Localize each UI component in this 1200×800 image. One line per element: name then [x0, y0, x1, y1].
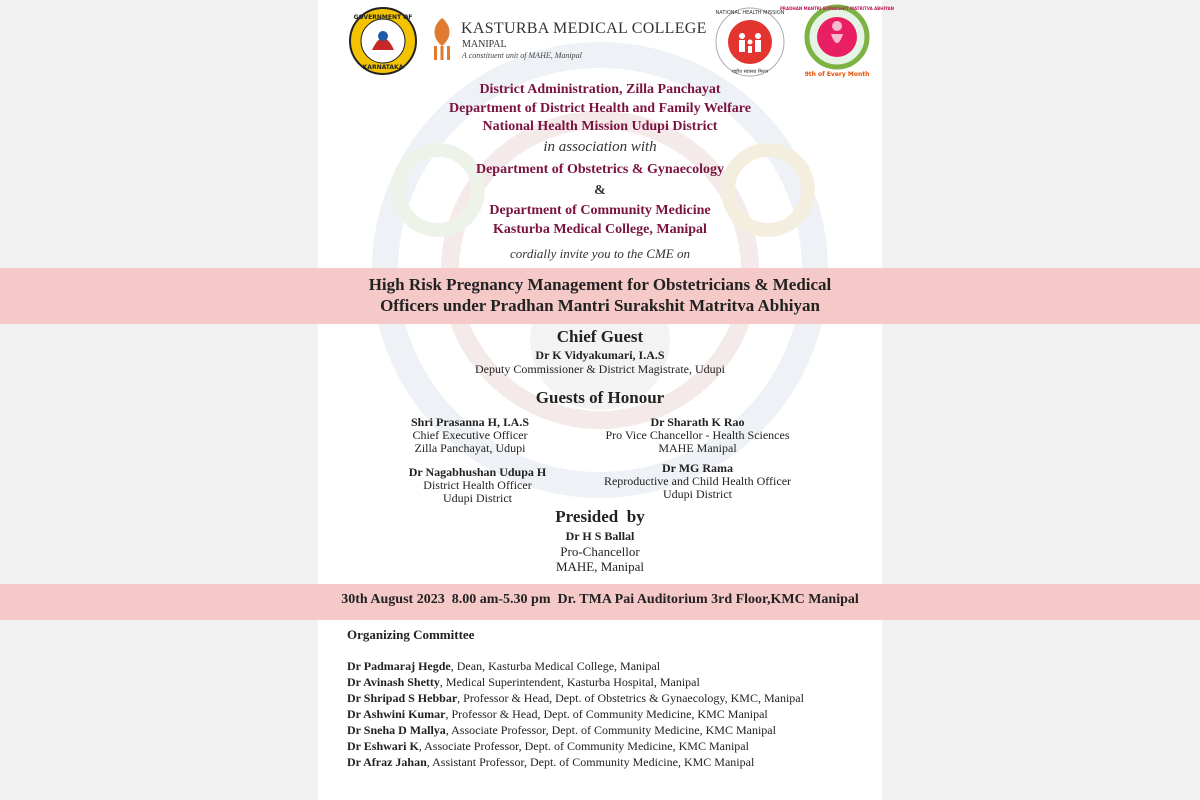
member-name: Dr Avinash Shetty [347, 675, 440, 689]
guests-of-honour-heading: Guests of Honour [535, 388, 665, 407]
committee-member [347, 690, 804, 706]
pmsma-logo [779, 4, 895, 80]
chief-guest-name: Dr K Vidyakumari, I.A.S [535, 348, 665, 362]
guest-card [590, 462, 805, 501]
presided-org: MAHE, Manipal [555, 559, 645, 574]
chief-guest-heading: Chief Guest [556, 327, 644, 346]
committee-list [347, 658, 804, 770]
committee-member [347, 706, 804, 722]
guest-card [590, 416, 805, 455]
presided-heading: Presided by [555, 507, 645, 526]
committee-member [347, 722, 804, 738]
guest-role: Reproductive and Child Health Officer [603, 474, 792, 488]
cme-title-line-1: High Risk Pregnancy Management for Obstetricians & Medical [368, 275, 832, 294]
member-name: Dr Ashwini Kumar [347, 707, 446, 721]
member-name: Dr Padmaraj Hegde [347, 659, 451, 673]
guest-card [390, 466, 565, 505]
svg-text:9th of Every Month: 9th of Every Month [804, 71, 870, 78]
guest-role: District Health Officer [423, 478, 532, 492]
member-name: Dr Sneha D Mallya [347, 723, 446, 737]
committee-member [347, 754, 804, 770]
guest-role: Pro Vice Chancellor - Health Sciences [605, 428, 790, 442]
member-detail: , Assistant Professor, Dept. of Community Medicine, KMC Manipal [426, 755, 755, 769]
college-name: Kasturba Medical College, Manipal [493, 222, 707, 237]
committee-heading: Organizing Committee [347, 627, 475, 642]
organizer-line-3: National Health Mission Udupi District [482, 119, 718, 134]
dept-obgyn: Department of Obstetrics & Gynaecology [475, 162, 725, 177]
dept-community-medicine: Department of Community Medicine [489, 203, 711, 218]
organizer-line-1: District Administration, Zilla Panchayat [479, 82, 721, 97]
member-name: Dr Eshwari K [347, 739, 419, 753]
guest-org: Udupi District [663, 487, 732, 501]
svg-text:PRADHAN MANTRI SURAKSHIT MATRI: PRADHAN MANTRI SURAKSHIT MATRITVA ABHIYAN [779, 6, 895, 11]
event-details: 30th August 2023 8.00 am-5.30 pm Dr. TMA Pai Auditorium 3rd Floor,KMC Manipal [341, 592, 859, 607]
guest-name: Dr MG Rama [661, 461, 734, 475]
association-text: in association with [543, 139, 657, 155]
member-detail: , Medical Superintendent, Kasturba Hospital, Manipal [439, 675, 700, 689]
guest-role: Chief Executive Officer [412, 428, 528, 442]
svg-text:KARNATAKA: KARNATAKA [362, 64, 404, 71]
committee-member [347, 738, 804, 754]
guest-name: Dr Nagabhushan Udupa H [408, 465, 547, 479]
member-name: Dr Afraz Jahan [347, 755, 427, 769]
svg-text:NATIONAL HEALTH MISSION: NATIONAL HEALTH MISSION [715, 10, 785, 16]
cme-title-line-2: Officers under Pradhan Mantri Surakshit Matritva Abhiyan [380, 296, 820, 315]
member-detail: , Professor & Head, Dept. of Obstetrics & Gynaecology, KMC, Manipal [457, 691, 804, 705]
karnataka-seal-logo [348, 6, 418, 76]
guest-org: MAHE Manipal [658, 441, 737, 455]
organizer-line-2: Department of District Health and Family Welfare [449, 101, 751, 116]
presided-name: Dr H S Ballal [565, 529, 635, 543]
guest-org: Udupi District [443, 491, 512, 505]
guest-name: Shri Prasanna H, I.A.S [410, 415, 530, 429]
ampersand: & [594, 183, 606, 198]
guest-card [390, 416, 550, 455]
svg-text:GOVERNMENT OF: GOVERNMENT OF [353, 14, 413, 21]
guest-org: Zilla Panchayat, Udupi [414, 441, 526, 455]
svg-text:राष्ट्रीय स्वास्थ्य मिशन: राष्ट्रीय स्वास्थ्य मिशन [731, 69, 769, 75]
committee-member [347, 658, 804, 674]
presided-role: Pro-Chancellor [560, 544, 640, 559]
cme-title [318, 274, 882, 316]
kmc-tagline: A constituent unit of MAHE, Manipal [462, 51, 582, 60]
kmc-emblem-icon [426, 16, 458, 64]
chief-guest-role: Deputy Commissioner & District Magistrate, Udupi [475, 362, 725, 376]
kmc-location: MANIPAL [462, 39, 507, 50]
nhm-logo [714, 6, 786, 78]
member-detail: , Associate Professor, Dept. of Community Medicine, KMC Manipal [445, 723, 776, 737]
committee-member [347, 674, 804, 690]
member-detail: , Professor & Head, Dept. of Community Medicine, KMC Manipal [445, 707, 768, 721]
guest-name: Dr Sharath K Rao [650, 415, 745, 429]
member-detail: , Dean, Kasturba Medical College, Manipal [450, 659, 661, 673]
member-detail: , Associate Professor, Dept. of Community Medicine, KMC Manipal [418, 739, 749, 753]
invite-text: cordially invite you to the CME on [509, 246, 691, 261]
kmc-name: KASTURBA MEDICAL COLLEGE [461, 20, 707, 37]
member-name: Dr Shripad S Hebbar [347, 691, 458, 705]
